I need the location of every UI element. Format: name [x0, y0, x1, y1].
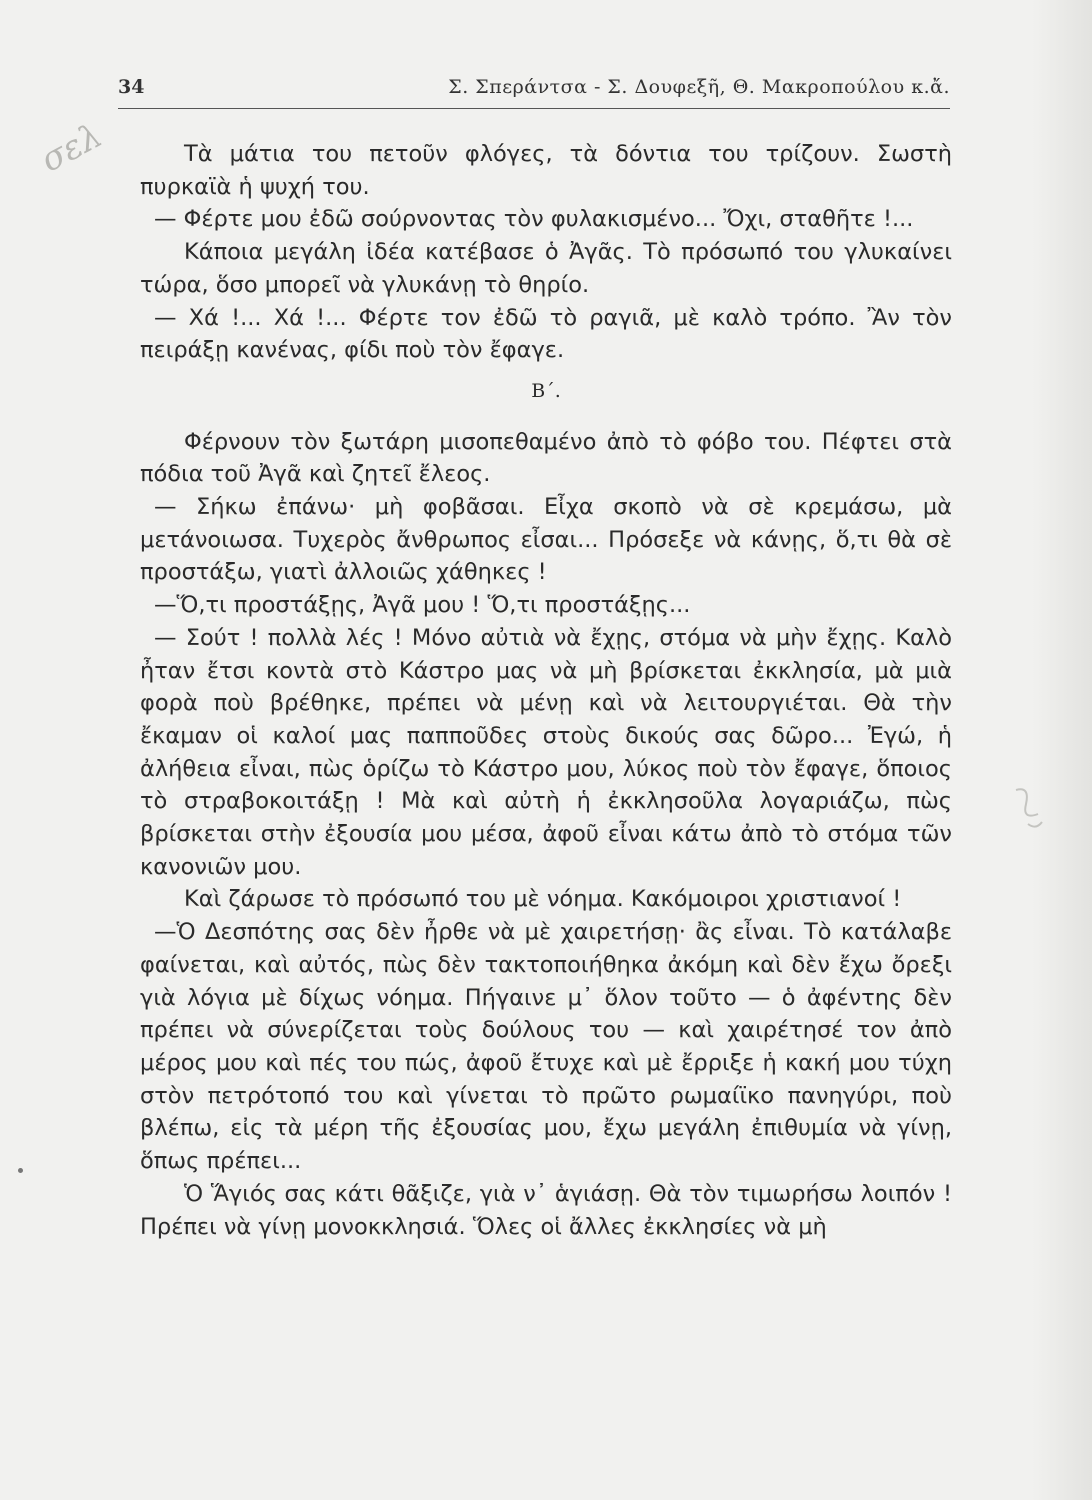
- dialogue-paragraph: —Ὁ Δεσπότης σας δὲν ἦρθε νὰ μὲ χαιρετήσῃ· ἂς εἶναι. Τὸ κατάλαβε φαίνεται, καὶ αὐτός, πὼς δὲν τακτοποιήθηκα ἀκόμη καὶ δὲν ἔχω ὄρεξι γιὰ λόγια μὲ δίχως νόημα. Πήγαινε μ᾿ ὅλον τοῦτο — ὁ ἀφέντης δὲν πρέπει νὰ σύνερίζεται τοὺς δούλους του — καὶ χαιρέτησέ τον ἀπὸ μέρος μου καὶ πές του πώς, ἀφοῦ ἔτυχε καὶ μὲ ἔρριξε ἡ κακή μου τύχη στὸν πετρότοπό του καὶ γίνεται τὸ πρῶτο ρωμαίϊκο πανηγύρι, ποὺ βλέπω, εἰς τὰ μέρη τῆς ἐξουσίας μου, ἔχω μεγάλη ἐπιθυμία νὰ γίνῃ, ὅπως πρέπει...: [140, 919, 952, 1175]
- paragraph: Τὰ μάτια του πετοῦν φλόγες, τὰ δόντια του τρίζουν. Σωστὴ πυρκαϊὰ ἡ ψυχή του.: [140, 141, 952, 200]
- section-heading: Β΄.: [531, 379, 561, 402]
- margin-pencil-mark: [1008, 780, 1048, 840]
- margin-annotation: σελ: [34, 115, 109, 181]
- paragraph: Κάποια μεγάλη ἰδέα κατέβασε ὁ Ἀγᾶς. Τὸ πρόσωπό του γλυκαίνει τώρα, ὅσο μπορεῖ νὰ γλυκάνῃ τὸ θηρίο.: [140, 239, 952, 298]
- page-header: [118, 72, 950, 104]
- dialogue-paragraph: — Χά !... Χά !... Φέρτε τον ἐδῶ τὸ ραγιᾶ, μὲ καλὸ τρόπο. Ἂν τὸν πειράξῃ κανένας, φίδι ποὺ τὸν ἔφαγε.: [140, 304, 952, 364]
- header-rule: [118, 108, 950, 109]
- running-head: Σ. Σπεράντσα - Σ. Δουφεξῆ, Θ. Μακροπούλου κ.ἄ.: [448, 76, 950, 98]
- dialogue-paragraph: — Σήκω ἐπάνω· μὴ φοβᾶσαι. Εἶχα σκοπὸ νὰ σὲ κρεμάσω, μὰ μετάνοιωσα. Τυχερὸς ἄνθρωπος εἶσαι... Πρόσεξε νὰ κάνῃς, ὅ,τι θὰ σὲ προστάξω, γιατὶ ἀλλοιῶς χάθηκες !: [140, 494, 952, 586]
- dialogue-paragraph: —Ὅ,τι προστάξῃς, Ἀγᾶ μου ! Ὅ,τι προστάξῃς...: [154, 592, 691, 619]
- paragraph: Ὁ Ἅγιός σας κάτι θᾶξιζε, γιὰ ν᾿ ἁγιάσῃ. Θὰ τὸν τιμωρήσω λοιπόν ! Πρέπει νὰ γίνῃ μονοκκλησιά. Ὅλες οἱ ἄλλες ἐκκλησίες νὰ μὴ: [140, 1180, 952, 1240]
- page-body-text: [140, 138, 952, 1243]
- stray-mark: [18, 1168, 23, 1173]
- dialogue-paragraph: — Φέρτε μου ἐδῶ σούρνοντας τὸν φυλακισμένο... Ὄχι, σταθῆτε !...: [154, 206, 914, 233]
- page-number: 34: [118, 76, 145, 98]
- dialogue-paragraph: — Σούτ ! πολλὰ λές ! Μόνο αὐτιὰ νὰ ἔχῃς, στόμα νὰ μὴν ἔχῃς. Καλὸ ἦταν ἔτσι κοντὰ στὸ Κάστρο μας νὰ μὴ βρίσκεται ἐκκλησία, μὰ μιὰ φορὰ ποὺ βρέθηκε, πρέπει νὰ μένῃ καὶ νὰ λειτουργιέται. Θὰ τὴν ἔκαμαν οἱ καλοί μας παπποῦδες στοὺς δικούς σας δῶρο... Ἐγώ, ἡ ἀλήθεια εἶναι, πὼς ὁρίζω τὸ Κάστρο μου, λύκος ποὺ τὸν ἔφαγε, ὅποιος τὸ στραβοκοιτάξῃ ! Μὰ καὶ αὐτὴ ἡ ἐκκλησοῦλα λογαριάζω, πὼς βρίσκεται στὴν ἐξουσία μου μέσα, ἀφοῦ εἶναι κάτω ἀπὸ τὸ στόμα τῶν κανονιῶν μου.: [140, 624, 952, 880]
- paragraph: Καὶ ζάρωσε τὸ πρόσωπό του μὲ νόημα. Κακόμοιροι χριστιανοί !: [184, 886, 902, 913]
- page-edge-shadow: [1032, 0, 1092, 1500]
- paragraph: Φέρνουν τὸν ξωτάρη μισοπεθαμένο ἀπὸ τὸ φόβο του. Πέφτει στὰ πόδια τοῦ Ἀγᾶ καὶ ζητεῖ ἔλεος.: [140, 428, 952, 488]
